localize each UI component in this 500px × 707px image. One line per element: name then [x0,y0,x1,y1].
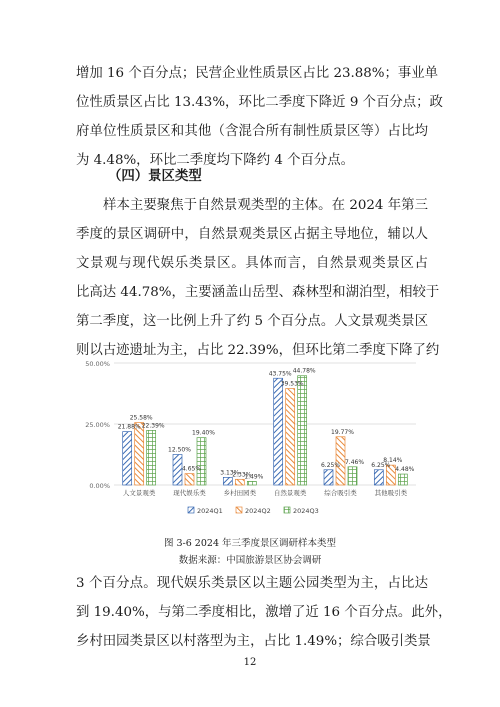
x-category-label: 综合吸引类 [324,489,357,497]
text-line: 乡村田园类景区以村落型为主，占比 1.49%；综合吸引类景 [76,634,431,649]
data-label: 39.53% [280,380,304,388]
paragraph-scenic-types [76,191,440,365]
page-number: 12 [243,657,257,668]
bar-2024q1 [374,470,383,485]
bar-2024q1 [274,378,283,485]
data-label: 4.48% [395,466,415,474]
data-label: 2.33% [232,471,252,479]
text-line: 府单位性质景区和其他（含混合所有制性质景区等）占比均 [76,124,428,139]
y-tick-label: 0.00% [89,482,110,490]
data-label: 19.77% [331,428,354,436]
bar-2024q3 [197,438,206,485]
bar-2024q2 [185,474,194,485]
data-label: 6.25% [371,461,391,469]
bar-2024q3 [398,474,407,485]
legend-swatch-2024q1 [188,507,194,513]
data-label: 43.75% [268,370,292,378]
x-category-label: 自然景观类 [273,489,307,497]
legend-label: 2024Q1 [197,507,223,515]
bar-2024q1 [173,455,182,486]
bar-2024q3 [298,376,307,485]
data-label: 19.40% [192,429,215,437]
x-category-label: 其他吸引类 [374,489,408,497]
legend-swatch-2024q3 [284,507,290,513]
data-label: 21.88% [117,423,141,431]
figure-caption: 图 3-6 2024 年三季度景区调研样本类型 [163,538,337,549]
section-heading: （四）景区类型 [108,168,202,184]
text-line: 第二季度，这一比例上升了约 5 个百分点。人文景观类景区 [76,314,428,329]
data-label: 44.78% [292,367,316,375]
data-label: 7.46% [344,458,365,466]
paragraph-continuation [76,569,452,656]
text-line: 位性质景区占比 13.43%，环比二季度下降近 9 个百分点；政 [76,95,443,110]
data-label: 6.25% [320,461,341,469]
data-label: 25.58% [129,414,153,422]
bar-2024q2 [286,389,295,485]
legend-label: 2024Q3 [293,507,319,515]
paragraph-ownership [76,59,443,175]
text-line: 比高达 44.78%，主要涵盖山岳型、森林型和湖泊型，相较于 [76,285,440,300]
data-label: 3.13% [220,469,240,477]
bar-2024q2 [235,479,244,485]
y-tick-label: 25.00% [85,421,110,429]
text-line: 季度的景区调研中，自然景观类景区占据主导地位，辅以人 [76,227,428,242]
data-label: 1.49% [244,473,264,481]
bar-2024q1 [324,470,333,485]
bar-2024q3 [147,430,156,485]
text-line: 增加 16 个百分点；民营企业性质景区占比 23.88%；事业单 [76,66,439,81]
bar-2024q3 [247,481,256,485]
y-tick-label: 50.00% [85,360,110,368]
bar-2024q1 [223,477,232,485]
data-label: 8.14% [383,457,403,465]
bar-2024q3 [348,467,357,485]
text-line: 样本主要聚焦于自然景观类型的主体。在 2024 年第三 [103,198,428,213]
bar-chart-svg [76,353,426,528]
text-line: 则以古迹遗址为主，占比 22.39%，但环比第二季度下降了约 [76,343,440,358]
data-label: 22.39% [141,422,165,430]
text-line: 3 个百分点。现代娱乐类景区以主题公园类型为主，占比达 [76,576,428,591]
x-category-label: 人文景观类 [122,489,156,497]
text-line: 文景观与现代娱乐类景区。具体而言，自然景观类景区占 [76,256,428,271]
data-label: 12.50% [168,446,191,454]
data-label: 4.65% [181,465,202,473]
bar-chart [76,353,426,528]
bar-2024q1 [123,432,132,485]
x-category-label: 乡村田园类 [223,489,257,497]
x-category-label: 现代娱乐类 [173,489,206,497]
figure-source: 数据来源：中国旅游景区协会调研 [178,555,322,566]
text-line: 到 19.40%，与第二季度相比，激增了近 16 个百分点。此外， [76,605,452,620]
legend-swatch-2024q2 [236,507,242,513]
text-line: 为 4.48%，环比二季度均下降约 4 个百分点。 [76,153,355,168]
bar-2024q2 [135,423,144,485]
legend-label: 2024Q2 [245,507,271,515]
